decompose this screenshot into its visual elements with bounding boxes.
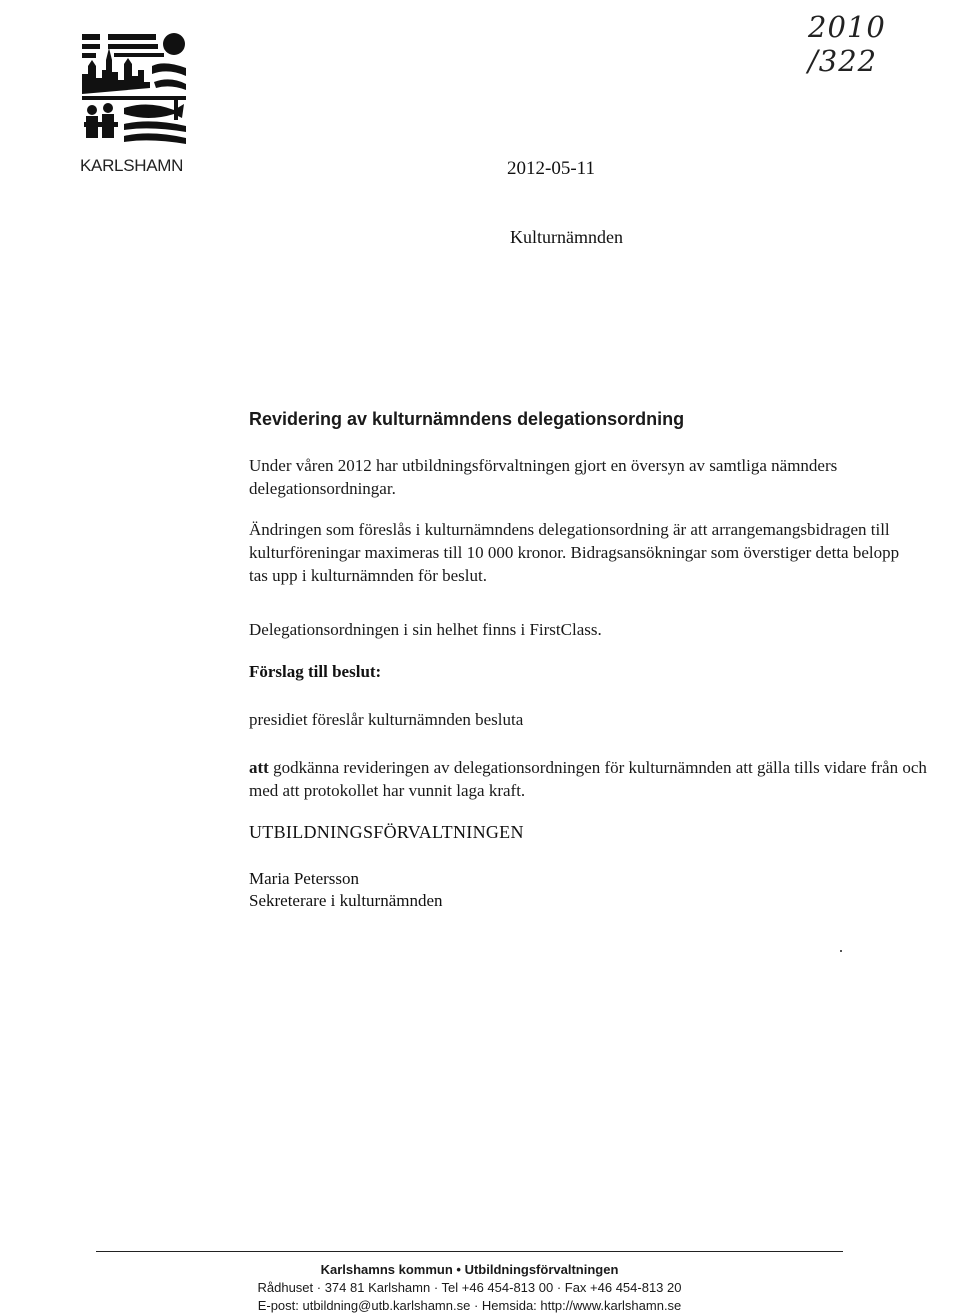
proposal-heading: Förslag till beslut: [249,662,382,681]
footer-contact: E-post: utbildning@utb.karlshamn.se · Hemsida: http://www.karlshamn.se [257,1298,682,1313]
proposal-decision [249,756,929,802]
paragraph-firstclass: Delegationsordningen i sin helhet finns i FirstClass. [249,620,602,639]
footer-address: Rådhuset · 374 81 Karlshamn · Tel +46 454-813 00 · Fax +46 454-813 20 [257,1280,682,1295]
signature-name: Maria Petersson [249,869,360,888]
footer-organisation: Karlshamns kommun • Utbildningsförvaltningen [320,1262,619,1277]
signature-department: UTBILDNINGSFÖRVALTNINGEN [249,822,524,842]
proposal-intro: presidiet föreslår kulturnämnden besluta [249,710,524,729]
recipient: Kulturnämnden [510,227,623,247]
att-text: godkänna revideringen av delegationsordningen för kulturnämnden att gälla tills vidare från och med att protokollet har vunnit laga kraft. [249,758,927,800]
att-label: att [249,758,269,777]
document-date: 2012-05-11 [507,158,595,179]
paragraph-review: Under våren 2012 har utbildningsförvaltningen gjort en översyn av samtliga nämnders delegationsordningar. [249,456,838,498]
signature-role: Sekreterare i kulturnämnden [249,891,443,910]
footer-divider [96,1251,843,1252]
karlshamn-logo-icon [78,30,190,148]
scan-speck [840,950,842,952]
handwritten-diary-number: 2010 /322 [808,10,886,78]
paragraph-change: Ändringen som föreslås i kulturnämndens delegationsordning är att arrangemangsbidragen till kulturföreningar maximeras till 10 000 kronor. Bidragsansökningar som överstiger detta belopp tas upp i kulturnämnden för beslut. [249,520,900,585]
logo-wordmark: KARLSHAMN [80,156,184,175]
document-title: Revidering av kulturnämndens delegationsordning [249,409,685,429]
